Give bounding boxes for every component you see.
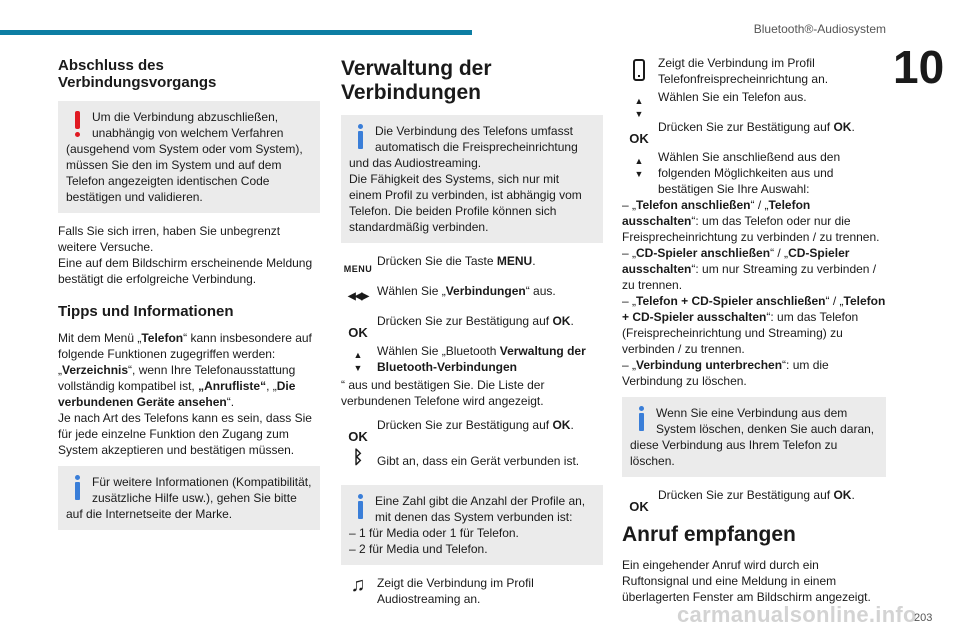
info-box-verwaltung: Die Verbindung des Telefons umfasst automatisch die Freisprecheinrichtung und das Audiostreaming. Die Fähigkeit des Systems, sich nur mit einem Profil zu verbinden, ist abhängig vom Telefon. Die beiden Profile können sich standardmäßig verbinden. [341,115,603,243]
ok-key-icon: OK [629,499,649,514]
info-box-loeschen: Wenn Sie eine Verbindung aus dem System löschen, denken Sie auch daran, diese Verbindung aus Ihrem Telefon zu löschen. [622,397,886,477]
step-phone-profile: Zeigt die Verbindung im Profil Telefonfreisprecheinrichtung an. [622,55,886,87]
column-1 [58,55,320,540]
step-anschliessend: ▲ ▼ Wählen Sie anschließend aus den folgenden Möglichkeiten aus und bestätigen Sie Ihre Auswahl: [622,149,886,197]
info-icon [630,405,656,437]
heading-abschluss: Abschluss des Verbindungsvorgangs [58,57,217,91]
menu-key-icon: MENU [343,264,373,274]
up-down-arrows-icon: ▲ ▼ [353,350,363,373]
page-number: 203 [914,612,933,624]
bluetooth-icon: ᛒ [352,447,364,467]
ok-key-icon: OK [629,131,649,146]
info-icon [349,123,375,155]
chapter-number: 10 [893,41,945,93]
info-text: Für weitere Informationen (Kompatibilität, zusätzliche Hilfe usw.), gehen Sie bitte auf die Internetseite der Marke. [66,475,312,521]
info-box-col1 [58,466,320,530]
step-ok-1: OK Drücken Sie zur Bestätigung auf OK. [341,313,603,335]
step-ok-4: OK Drücken Sie zur Bestätigung auf OK. [622,487,886,509]
step-menu: MENU Drücken Sie die Taste MENU. [341,253,603,275]
up-down-arrows-icon: ▲ ▼ [634,156,644,179]
step-ok-3: OK Drücken Sie zur Bestätigung auf OK. [622,119,886,141]
step-ok-2: OK Drücken Sie zur Bestätigung auf OK. [341,417,603,439]
step-select-phone: ▲ ▼ Wählen Sie ein Telefon aus. [622,89,886,111]
column-3 [622,55,886,613]
heading-verwaltung: Verwaltung der Verbindungen [341,57,492,104]
phone-icon [622,59,656,85]
step-audiostreaming: ♫ Zeigt die Verbindung im Profil Audiostreaming an. [341,575,603,607]
warning-text: Um die Verbindung abzuschließen, unabhängig von welchem Verfahren (ausgehend vom System oder vom System), müssen Sie den im System und auf dem Telefon angezeigten identischen Code bestätigen und validieren. [66,110,303,204]
music-note-icon: ♫ [350,574,366,596]
paragraph-irren: Falls Sie sich irren, haben Sie unbegrenzt weitere Versuche. Eine auf dem Bildschirm erscheinende Meldung bestätigt die erfolgreiche Verbindung. [58,224,313,286]
column-2 [341,55,603,615]
up-down-arrows-icon: ▲ ▼ [634,96,644,119]
step-verbindungen: ◀◀▶ Wählen Sie „Verbindungen“ aus. [341,283,603,305]
watermark: carmanualsonline.info [677,602,917,627]
page-header-title: Bluetooth®-Audiosystem [753,22,886,36]
ok-key-icon: OK [348,429,368,444]
paragraph-anruf: Ein eingehender Anruf wird durch ein Ruftonsignal und eine Meldung in einem überlagerten Fenster am Bildschirm angezeigt. [622,558,871,604]
heading-tipps: Tipps und Informationen [58,303,234,320]
header-accent-bar [0,30,472,35]
left-right-arrows-icon: ◀◀▶ [347,291,369,302]
paragraph-tipps: Mit dem Menü „Telefon“ kann insbesondere auf folgende Funktionen zugegriffen werden: „Verzeichnis“, wenn Ihre Telefonausstattung vollständig kompatibel ist, „Anrufliste“, „Die verbundenen Geräte ansehen“. Je nach Art des Telefons kann es sein, dass Sie für jede einzelne Funktion den Zugang zum System akzeptieren und bestätigen müssen. [58,331,312,457]
ok-key-icon: OK [348,325,368,340]
step-bluetooth-cont: “ aus und bestätigen Sie. Die Liste der verbundenen Telefone wird angezeigt. [341,378,545,408]
heading-anruf: Anruf empfangen [622,523,796,546]
warning-box [58,101,320,213]
step-connected: ᛒ Gibt an, dass ein Gerät verbunden ist. [341,447,603,477]
option-list: – „Telefon anschließen“ / „Telefon ausschalten“: um das Telefon oder nur die Freisprecheinrichtung zu verbinden / zu trennen. – „CD-Spieler anschließen“ / „CD-Spieler ausschalten“: um nur Streaming zu verbinden / zu trennen. – „Telefon + CD-Spieler anschließen“ / „Telefon + CD-Spieler ausschalten“: um das Telefon (Freisprecheinrichtung und Streaming) zu verbinden / zu trennen. – „Verbindung unterbrechen“: um die Verbindung zu löschen. [622,198,886,388]
info-icon [349,493,375,525]
warning-icon [66,109,92,141]
info-icon [66,474,92,506]
step-bluetooth: ▲ ▼ Wählen Sie „Bluetooth Verwaltung der Bluetooth-Verbindungen [341,343,603,375]
info-box-profile: Eine Zahl gibt die Anzahl der Profile an, mit denen das System verbunden ist: – 1 für Media oder 1 für Telefon. – 2 für Media und Telefon. [341,485,603,565]
